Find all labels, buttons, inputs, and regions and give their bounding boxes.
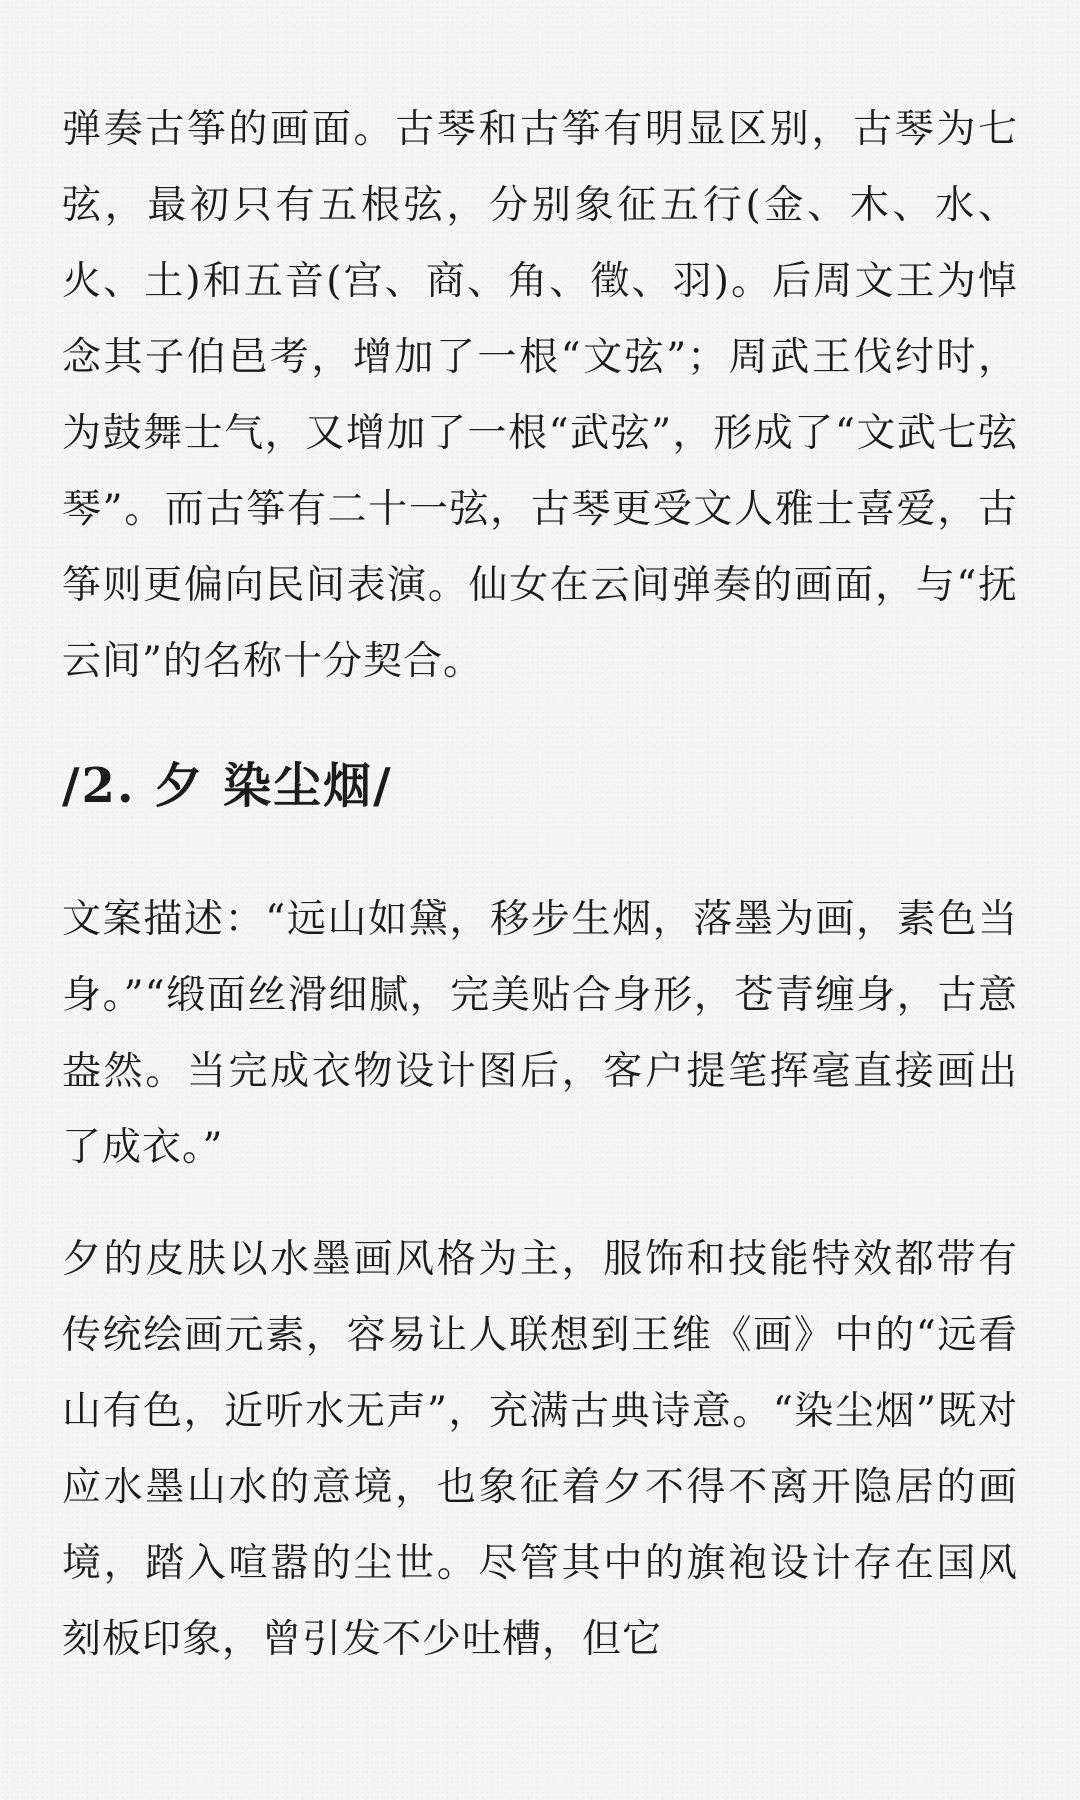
article-paragraph-1: 弹奏古筝的画面。古琴和古筝有明显区别，古琴为七弦，最初只有五根弦，分别象征五行(金、木、水、火、土)和五音(宫、商、角、徵、羽)。后周文王为悼念其子伯邑考，增加了一根“文弦”；周武王伐纣时，为鼓舞士气，又增加了一根“武弦”，形成了“文武七弦琴”。而古筝有二十一弦，古琴更受文人雅士喜爱，古筝则更偏向民间表演。仙女在云间弹奏的画面，与“抚云间”的名称十分契合。	[62, 107, 1018, 684]
article-paragraph-2: 文案描述：“远山如黛，移步生烟，落墨为画，素色当身。”“缎面丝滑细腻，完美贴合身形，苍青缠身，古意盎然。当完成衣物设计图后，客户提笔挥毫直接画出了成衣。”	[62, 897, 1018, 1170]
section-heading: /2. 夕 染尘烟/	[62, 758, 393, 814]
article-paragraph-3: 夕的皮肤以水墨画风格为主，服饰和技能特效都带有传统绘画元素，容易让人联想到王维《画》中的“远看山有色，近听水无声”，充满古典诗意。“染尘烟”既对应水墨山水的意境，也象征着夕不得不离开隐居的画境，踏入喧嚣的尘世。尽管其中的旗袍设计存在国风刻板印象，曾引发不少吐槽，但它	[62, 1237, 1018, 1662]
